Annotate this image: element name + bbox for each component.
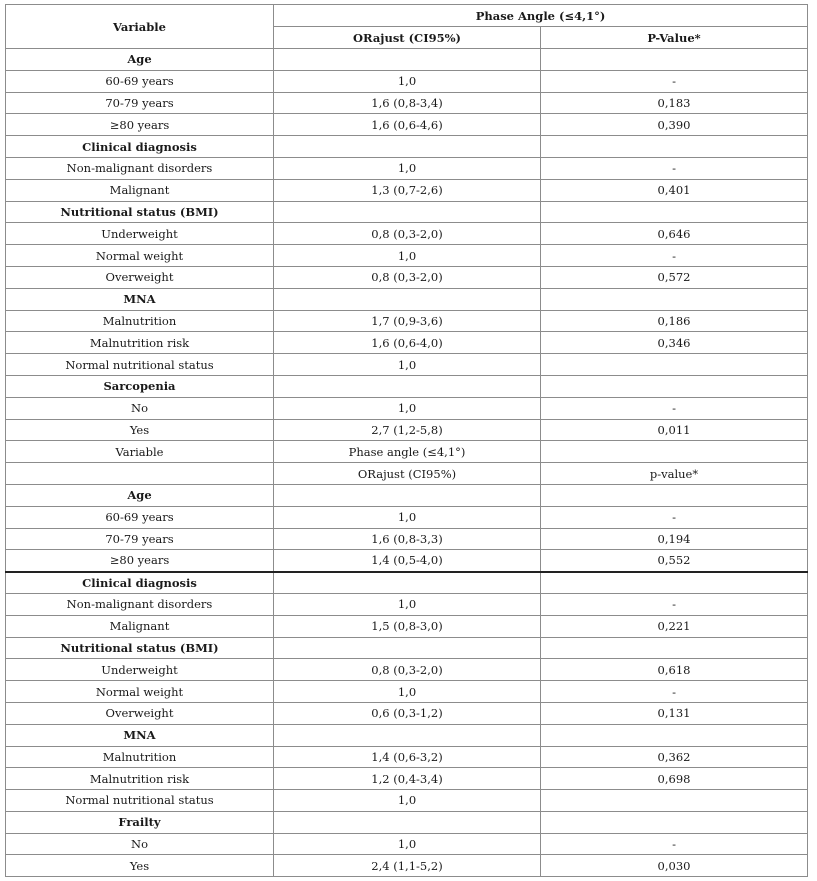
section-row <box>6 136 808 158</box>
p-value-cell: - <box>541 833 808 855</box>
row-label: Malnutrition risk <box>6 768 274 790</box>
p-value-cell <box>541 484 808 506</box>
row-label: Normal weight <box>6 681 274 703</box>
p-value-cell <box>541 441 808 463</box>
row-label: Underweight <box>6 223 274 245</box>
row-label: Yes <box>6 855 274 877</box>
table-row <box>6 245 808 267</box>
or-value-cell <box>274 572 541 594</box>
table-row <box>6 223 808 245</box>
or-value-cell: 1,6 (0,8-3,4) <box>274 92 541 114</box>
row-label: Malignant <box>6 179 274 201</box>
or-value-cell <box>274 49 541 71</box>
table-body <box>6 49 808 877</box>
table-row <box>6 114 808 136</box>
row-label: 60-69 years <box>6 70 274 92</box>
or-value-cell <box>274 288 541 310</box>
p-value-cell: - <box>541 397 808 419</box>
p-value-cell: 0,362 <box>541 746 808 768</box>
table-row <box>6 463 808 485</box>
table-row <box>6 506 808 528</box>
results-table-container <box>5 4 807 877</box>
or-value-cell: 0,8 (0,3-2,0) <box>274 659 541 681</box>
section-label: Age <box>6 484 274 506</box>
p-value-cell: 0,186 <box>541 310 808 332</box>
row-label: ≥80 years <box>6 550 274 572</box>
table-row <box>6 310 808 332</box>
p-value-cell <box>541 637 808 659</box>
section-row <box>6 201 808 223</box>
p-value-cell: - <box>541 245 808 267</box>
table-row <box>6 659 808 681</box>
or-value-cell: 1,6 (0,6-4,0) <box>274 332 541 354</box>
table-row <box>6 855 808 877</box>
p-value-cell <box>541 811 808 833</box>
variable-header: Variable <box>6 5 274 49</box>
p-value-cell <box>541 375 808 397</box>
section-row <box>6 49 808 71</box>
table-row <box>6 157 808 179</box>
or-value-cell: 0,8 (0,3-2,0) <box>274 223 541 245</box>
p-value-cell: 0,618 <box>541 659 808 681</box>
p-value-cell: - <box>541 506 808 528</box>
or-value-cell: 1,4 (0,5-4,0) <box>274 550 541 572</box>
section-row <box>6 484 808 506</box>
p-value-cell: 0,646 <box>541 223 808 245</box>
p-value-cell: p-value* <box>541 463 808 485</box>
row-label: Malignant <box>6 615 274 637</box>
p-value-cell <box>541 136 808 158</box>
section-label: Age <box>6 49 274 71</box>
p-value-cell: 0,131 <box>541 702 808 724</box>
or-column-header: ORajust (CI95%) <box>274 27 541 49</box>
p-value-cell <box>541 790 808 812</box>
section-label: Sarcopenia <box>6 375 274 397</box>
table-row <box>6 528 808 550</box>
p-value-cell: - <box>541 70 808 92</box>
or-value-cell: 1,7 (0,9-3,6) <box>274 310 541 332</box>
or-value-cell: 1,5 (0,8-3,0) <box>274 615 541 637</box>
section-row <box>6 811 808 833</box>
row-label: Underweight <box>6 659 274 681</box>
table-row <box>6 833 808 855</box>
p-value-cell: 0,221 <box>541 615 808 637</box>
or-value-cell: 1,2 (0,4-3,4) <box>274 768 541 790</box>
p-value-cell: 0,572 <box>541 266 808 288</box>
section-row <box>6 288 808 310</box>
table-row <box>6 681 808 703</box>
row-label: Normal weight <box>6 245 274 267</box>
row-label: 70-79 years <box>6 528 274 550</box>
or-value-cell <box>274 724 541 746</box>
p-value-cell: 0,346 <box>541 332 808 354</box>
p-value-cell <box>541 724 808 746</box>
row-label: 60-69 years <box>6 506 274 528</box>
phase-angle-header: Phase Angle (≤4,1°) <box>274 5 808 27</box>
or-value-cell: 1,6 (0,8-3,3) <box>274 528 541 550</box>
table-row <box>6 550 808 572</box>
table-row <box>6 332 808 354</box>
or-value-cell: 1,0 <box>274 506 541 528</box>
row-label: Malnutrition <box>6 746 274 768</box>
table-row <box>6 441 808 463</box>
table-row <box>6 179 808 201</box>
or-value-cell <box>274 484 541 506</box>
row-label: No <box>6 397 274 419</box>
or-value-cell: 1,0 <box>274 245 541 267</box>
section-label: Clinical diagnosis <box>6 572 274 594</box>
section-label: MNA <box>6 724 274 746</box>
p-value-cell: 0,194 <box>541 528 808 550</box>
p-value-cell: 0,030 <box>541 855 808 877</box>
p-value-cell <box>541 288 808 310</box>
table-row <box>6 790 808 812</box>
or-value-cell: 1,3 (0,7-2,6) <box>274 179 541 201</box>
p-value-cell: 0,401 <box>541 179 808 201</box>
row-label: Overweight <box>6 702 274 724</box>
or-value-cell <box>274 811 541 833</box>
table-row <box>6 768 808 790</box>
table-row <box>6 92 808 114</box>
or-value-cell <box>274 201 541 223</box>
or-value-cell: ORajust (CI95%) <box>274 463 541 485</box>
row-label: Non-malignant disorders <box>6 157 274 179</box>
p-value-cell: 0,552 <box>541 550 808 572</box>
or-value-cell: 1,0 <box>274 157 541 179</box>
p-value-cell: 0,011 <box>541 419 808 441</box>
or-value-cell: 1,0 <box>274 354 541 376</box>
or-value-cell <box>274 375 541 397</box>
row-label: Normal nutritional status <box>6 790 274 812</box>
p-value-column-header: P-Value* <box>541 27 808 49</box>
or-value-cell: 1,0 <box>274 397 541 419</box>
section-row <box>6 572 808 594</box>
p-value-cell <box>541 201 808 223</box>
table-row <box>6 70 808 92</box>
section-label: MNA <box>6 288 274 310</box>
odds-ratio-table <box>5 4 808 877</box>
or-value-cell: 1,4 (0,6-3,2) <box>274 746 541 768</box>
p-value-cell: 0,698 <box>541 768 808 790</box>
row-label: Normal nutritional status <box>6 354 274 376</box>
row-label: ≥80 years <box>6 114 274 136</box>
p-value-cell <box>541 49 808 71</box>
p-value-cell: - <box>541 593 808 615</box>
or-value-cell: 0,8 (0,3-2,0) <box>274 266 541 288</box>
header-row-1 <box>6 5 808 27</box>
row-label: Malnutrition <box>6 310 274 332</box>
section-row <box>6 724 808 746</box>
or-value-cell: 1,0 <box>274 70 541 92</box>
table-row <box>6 702 808 724</box>
p-value-cell <box>541 354 808 376</box>
p-value-cell: - <box>541 157 808 179</box>
table-row <box>6 593 808 615</box>
section-row <box>6 375 808 397</box>
p-value-cell: 0,390 <box>541 114 808 136</box>
section-label: Nutritional status (BMI) <box>6 201 274 223</box>
row-label: 70-79 years <box>6 92 274 114</box>
or-value-cell: 1,0 <box>274 833 541 855</box>
p-value-cell <box>541 572 808 594</box>
or-value-cell: 0,6 (0,3-1,2) <box>274 702 541 724</box>
table-row <box>6 397 808 419</box>
row-label: No <box>6 833 274 855</box>
section-label: Frailty <box>6 811 274 833</box>
row-label: Overweight <box>6 266 274 288</box>
or-value-cell: 2,4 (1,1-5,2) <box>274 855 541 877</box>
row-label: Non-malignant disorders <box>6 593 274 615</box>
row-label: Variable <box>6 441 274 463</box>
row-label: Malnutrition risk <box>6 332 274 354</box>
or-value-cell: 1,6 (0,6-4,6) <box>274 114 541 136</box>
table-row <box>6 266 808 288</box>
or-value-cell <box>274 637 541 659</box>
or-value-cell <box>274 136 541 158</box>
table-row <box>6 354 808 376</box>
or-value-cell: 2,7 (1,2-5,8) <box>274 419 541 441</box>
or-value-cell: 1,0 <box>274 790 541 812</box>
section-label: Clinical diagnosis <box>6 136 274 158</box>
table-row <box>6 419 808 441</box>
or-value-cell: 1,0 <box>274 593 541 615</box>
section-row <box>6 637 808 659</box>
p-value-cell: 0,183 <box>541 92 808 114</box>
table-row <box>6 615 808 637</box>
section-label: Nutritional status (BMI) <box>6 637 274 659</box>
or-value-cell: 1,0 <box>274 681 541 703</box>
or-value-cell: Phase angle (≤4,1°) <box>274 441 541 463</box>
table-row <box>6 746 808 768</box>
row-label <box>6 463 274 485</box>
p-value-cell: - <box>541 681 808 703</box>
row-label: Yes <box>6 419 274 441</box>
